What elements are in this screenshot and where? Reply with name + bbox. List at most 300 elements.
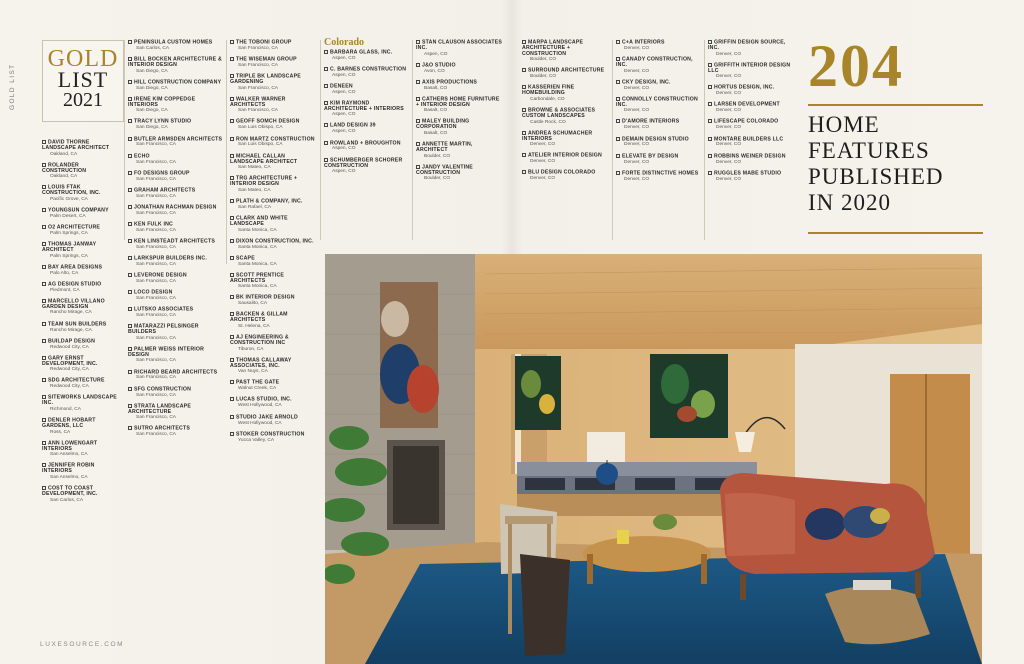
checkbox-icon: [230, 256, 234, 260]
listing-location: Basalt, CO: [424, 85, 448, 91]
listing-location: Castle Rock, CO: [530, 119, 566, 125]
listing-entry: [522, 108, 612, 125]
checkbox-icon: [416, 142, 420, 146]
listing-name-text: IRENE KIM COPPEDGE INTERIORS: [128, 96, 196, 108]
listing-location: San Francisco, CA: [136, 176, 176, 182]
listing-name-text: STUDIO JAKE ARNOLD: [236, 413, 298, 420]
listing-name-text: SCHUMBERGER SCHORER CONSTRUCTION: [324, 156, 403, 169]
listing-location: Denver, CO: [530, 176, 556, 182]
headline-rule-top: [808, 104, 983, 106]
listing-entry: [708, 63, 796, 80]
listing-name-text: HILL CONSTRUCTION COMPANY: [134, 79, 222, 86]
checkbox-icon: [230, 295, 234, 299]
listing-name: [230, 154, 318, 166]
listing-location: San Anselmo, CA: [50, 452, 88, 458]
checkbox-icon: [42, 322, 46, 326]
listing-location: Oakland, CA: [50, 174, 78, 180]
listing-name-text: O2 ARCHITECTURE: [48, 224, 101, 231]
listing-location: San Francisco, CA: [136, 142, 176, 148]
listing-column-7: [616, 40, 702, 188]
checkbox-icon: [708, 154, 712, 158]
listing-entry: [522, 85, 612, 102]
checkbox-icon: [708, 63, 712, 67]
listing-name-text: MICHAEL CALLAN LANDSCAPE ARCHITECT: [230, 152, 298, 165]
listing-entry: [616, 119, 702, 131]
checkbox-icon: [42, 463, 46, 467]
checkbox-icon: [416, 97, 420, 101]
listing-location: Boulder, CO: [424, 153, 451, 159]
listing-location: San Francisco, CA: [238, 85, 278, 91]
listing-location: West Hollywood, CA: [238, 403, 282, 409]
listing-entry: [128, 57, 224, 74]
listing-name-text: TRG ARCHITECTURE + INTERIOR DESIGN: [230, 175, 298, 188]
listing-name-text: AG DESIGN STUDIO: [48, 281, 102, 288]
listing-entry: [616, 97, 702, 114]
listing-name: [42, 441, 118, 453]
listing-name-text: PALMER WEISS INTERIOR DESIGN: [128, 346, 205, 358]
listing-name-text: LIFESCAPE COLORADO: [714, 118, 779, 125]
checkbox-icon: [128, 370, 132, 374]
checkbox-icon: [522, 170, 526, 174]
checkbox-icon: [522, 85, 526, 89]
listing-location: Sausalito, CA: [238, 301, 268, 307]
listing-name-text: BAY AREA DESIGNS: [48, 264, 103, 271]
listing-location: Aspen, CO: [332, 55, 356, 61]
listing-entry: [708, 40, 796, 57]
listing-name-text: THE WISEMAN GROUP: [236, 56, 297, 63]
listing-name-text: THOMAS JANWAY ARCHITECT: [42, 241, 97, 254]
listing-name-text: MARPA LANDSCAPE ARCHITECTURE + CONSTRUCTION: [522, 39, 584, 57]
listing-entry: [324, 123, 410, 135]
listing-entry: [230, 97, 318, 114]
checkbox-icon: [42, 282, 46, 286]
headline-number: 204: [808, 33, 904, 99]
listing-entry: [128, 154, 224, 166]
listing-name-text: AXIS PRODUCTIONS: [422, 79, 478, 86]
listing-location: San Diego, CA: [136, 125, 168, 131]
listing-name: [128, 347, 224, 359]
listing-entry: [522, 170, 612, 182]
listing-entry: [128, 370, 224, 382]
listing-entry: [522, 153, 612, 165]
listing-entry: [230, 432, 318, 444]
checkbox-icon: [128, 205, 132, 209]
checkbox-icon: [230, 137, 234, 141]
listing-column-2: [128, 40, 224, 443]
listing-name-text: MONTARE BUILDERS LLC: [714, 135, 784, 142]
listing-location: Yucca Valley, CA: [238, 437, 275, 443]
listing-location: San Francisco, CA: [238, 45, 278, 51]
listing-name-text: RICHARD BEARD ARCHITECTS: [134, 368, 218, 375]
checkbox-icon: [42, 185, 46, 189]
listing-name: [230, 432, 318, 438]
checkbox-icon: [324, 67, 328, 71]
listing-location: San Francisco, CA: [136, 432, 176, 438]
listing-location: Denver, CO: [624, 68, 650, 74]
listing-entry: [708, 85, 796, 97]
listing-name-text: KASSERIEN FINE HOMEBUILDING: [522, 84, 575, 97]
checkbox-icon: [128, 256, 132, 260]
listing-entry: [230, 295, 318, 307]
listing-location: San Mateo, CA: [238, 165, 271, 171]
listing-name-text: DIXON CONSTRUCTION, INC.: [236, 237, 314, 244]
listing-name-text: DENEEN: [330, 83, 353, 90]
listing-location: Aspen, CO: [332, 112, 356, 118]
checkbox-icon: [230, 432, 234, 436]
listing-entry: [128, 97, 224, 114]
listing-location: Denver, CO: [624, 159, 650, 165]
listing-location: San Luis Obispo, CA: [238, 125, 283, 131]
listing-entry: [708, 119, 796, 131]
listing-entry: [42, 441, 118, 458]
listing-name: [128, 404, 224, 416]
listing-name: [42, 356, 118, 368]
listing-name: [230, 97, 318, 109]
listing-name: [128, 80, 224, 86]
checkbox-icon: [230, 74, 234, 78]
listing-name: [128, 324, 224, 336]
listing-entry: [416, 97, 504, 114]
listing-name: [128, 239, 224, 245]
listing-location: Boulder, CO: [530, 57, 557, 63]
interior-photo: [325, 254, 982, 664]
listing-entry: [522, 131, 612, 148]
listing-location: West Hollywood, CA: [238, 420, 282, 426]
listing-entry: [230, 57, 318, 69]
listing-name-text: COST TO COAST DEVELOPMENT, INC.: [42, 485, 98, 497]
listing-location: Boulder, CO: [530, 74, 557, 80]
listing-name-text: STAN CLAUSON ASSOCIATES INC.: [416, 39, 503, 51]
listing-name-text: LEVERONE DESIGN: [134, 272, 187, 279]
listing-name-text: BROWNE & ASSOCIATES CUSTOM LANDSCAPES: [522, 107, 596, 119]
checkbox-icon: [324, 84, 328, 88]
listing-entry: [324, 141, 410, 153]
checkbox-icon: [324, 123, 328, 127]
checkbox-icon: [128, 80, 132, 84]
listing-location: Oakland, CA: [50, 151, 78, 157]
listing-entry: [230, 74, 318, 91]
listing-name-text: PAST THE GATE: [236, 379, 280, 386]
listing-name-text: LAND DESIGN 39: [330, 122, 376, 129]
listing-name-text: GRIFFITH INTERIOR DESIGN LLC: [708, 62, 791, 74]
listing-name: [128, 97, 224, 109]
listing-name: [42, 185, 118, 197]
checkbox-icon: [230, 415, 234, 419]
listing-name-text: BARBARA GLASS, INC.: [330, 48, 393, 55]
listing-name-text: SURROUND ARCHITECTURE: [528, 67, 605, 74]
listing-location: San Francisco, CA: [136, 358, 176, 364]
checkbox-icon: [128, 426, 132, 430]
listing-name: [230, 312, 318, 324]
listing-entry: [708, 171, 796, 183]
listing-name-text: BK INTERIOR DESIGN: [236, 294, 295, 301]
listing-name: [42, 463, 118, 475]
listing-name-text: DENLER HOBART GARDENS, LLC: [42, 417, 96, 429]
checkbox-icon: [230, 176, 234, 180]
listing-entry: [230, 216, 318, 233]
checkbox-icon: [128, 119, 132, 123]
listing-location: Palm Springs, CA: [50, 253, 88, 259]
checkbox-icon: [416, 40, 420, 44]
listing-location: Aspen, CO: [424, 51, 448, 57]
listing-name-text: ANNETTE MARTIN, ARCHITECT: [416, 141, 473, 154]
checkbox-icon: [42, 225, 46, 229]
headline-line: HOME: [808, 112, 880, 137]
listing-name: [522, 131, 612, 143]
listing-entry: [42, 282, 118, 294]
listing-entry: [416, 142, 504, 159]
listing-entry: [128, 307, 224, 319]
listing-name: [128, 57, 224, 69]
listing-entry: [522, 68, 612, 80]
logo-word-list: LIST: [57, 67, 109, 92]
listing-location: San Carlos, CA: [136, 45, 170, 51]
listing-location: San Francisco, CA: [136, 159, 176, 165]
listing-name-text: ROWLAND + BROUGHTON: [330, 139, 401, 146]
checkbox-icon: [128, 347, 132, 351]
checkbox-icon: [128, 97, 132, 101]
checkbox-icon: [128, 188, 132, 192]
listing-name-text: GRIFFIN DESIGN SOURCE, INC.: [708, 39, 786, 51]
listing-location: Redwood City, CA: [50, 384, 89, 390]
listing-entry: [230, 335, 318, 352]
listing-entry: [616, 57, 702, 74]
listing-name: [230, 74, 318, 86]
listing-name: [416, 119, 504, 131]
listing-location: San Francisco, CA: [136, 415, 176, 421]
listing-location: Denver, CO: [716, 176, 742, 182]
listing-name-text: CANADY CONSTRUCTION, INC.: [616, 56, 693, 69]
checkbox-icon: [230, 380, 234, 384]
checkbox-icon: [616, 80, 620, 84]
listing-location: Piedmont, CA: [50, 287, 80, 293]
listing-column-1: [42, 140, 118, 509]
listing-name-text: CLARK AND WHITE LANDSCAPE: [230, 215, 288, 227]
listing-entry: [128, 426, 224, 438]
listing-location: Palo Alto, CA: [50, 270, 79, 276]
listing-entry: [128, 80, 224, 92]
checkbox-icon: [416, 119, 420, 123]
listing-entry: [42, 463, 118, 480]
checkbox-icon: [42, 299, 46, 303]
listing-entry: [128, 188, 224, 200]
checkbox-icon: [230, 199, 234, 203]
listing-location: Denver, CO: [530, 142, 556, 148]
checkbox-icon: [616, 97, 620, 101]
listing-entry: [416, 40, 504, 57]
checkbox-icon: [522, 153, 526, 157]
checkbox-icon: [128, 290, 132, 294]
headline-line: IN 2020: [808, 190, 892, 215]
listing-name: [416, 165, 504, 177]
checkbox-icon: [42, 486, 46, 490]
listing-name-text: GEOFF SOMCH DESIGN: [236, 118, 300, 125]
listing-location: Denver, CO: [624, 142, 650, 148]
listing-entry: [128, 239, 224, 251]
listing-entry: [42, 356, 118, 373]
listing-entry: [128, 347, 224, 364]
listing-name-text: SUTRO ARCHITECTS: [134, 425, 191, 432]
listing-name-text: GRAHAM ARCHITECTS: [134, 187, 196, 194]
listing-name-text: SDG ARCHITECTURE: [48, 377, 105, 384]
checkbox-icon: [42, 140, 46, 144]
listing-location: Avon, CO: [424, 68, 445, 74]
listing-location: San Carlos, CA: [50, 497, 84, 503]
listing-name: [42, 163, 118, 175]
listing-name-text: BLU DESIGN COLORADO: [528, 169, 596, 176]
listing-entry: [324, 50, 410, 62]
listing-location: Richmond, CA: [50, 406, 81, 412]
column-divider: [412, 40, 413, 240]
checkbox-icon: [416, 80, 420, 84]
checkbox-icon: [230, 57, 234, 61]
listing-name-text: SITEWORKS LANDSCAPE INC.: [42, 394, 117, 407]
listing-name-text: LOUIS FTAK CONSTRUCTION, INC.: [42, 184, 101, 197]
listing-name-text: FO DESIGNS GROUP: [134, 170, 190, 176]
listing-entry: [522, 40, 612, 63]
listing-name-text: YOUNGSUN COMPANY: [48, 207, 109, 214]
listing-entry: [128, 290, 224, 302]
checkbox-icon: [42, 242, 46, 246]
listing-location: Ross, CA: [50, 429, 71, 435]
listing-entry: [616, 40, 702, 52]
listing-name-text: HORTUS DESIGN, INC.: [714, 84, 775, 91]
listing-column-6: [522, 40, 612, 187]
listing-name-text: THE TOBONI GROUP: [236, 39, 292, 46]
listing-entry: [128, 205, 224, 217]
listing-location: San Diego, CA: [136, 68, 168, 74]
checkbox-icon: [230, 40, 234, 44]
checkbox-icon: [230, 358, 234, 362]
listing-name: [42, 395, 118, 407]
living-room-illustration: [325, 254, 982, 664]
listing-location: San Francisco, CA: [136, 335, 176, 341]
checkbox-icon: [416, 165, 420, 169]
listing-location: Aspen, CO: [332, 89, 356, 95]
listing-location: San Francisco, CA: [238, 63, 278, 69]
listing-name: [42, 486, 118, 498]
logo-year: 2021: [63, 89, 103, 111]
checkbox-icon: [616, 137, 620, 141]
checkbox-icon: [522, 68, 526, 72]
listing-entry: [128, 222, 224, 234]
listing-entry: [616, 137, 702, 149]
listing-entry: [230, 176, 318, 193]
listing-name-text: ECHO: [134, 152, 150, 159]
listing-name: [230, 176, 318, 188]
listing-name: [42, 299, 118, 311]
listing-name-text: MALEY BUILDING CORPORATION: [416, 118, 470, 131]
listing-name-text: FORTE DISTINCTIVE HOMES: [622, 170, 699, 176]
listing-name: [708, 40, 796, 52]
listing-location: San Francisco, CA: [136, 210, 176, 216]
headline-rule-bottom: [808, 232, 983, 234]
column-divider: [124, 40, 125, 240]
listing-entry: [324, 158, 410, 175]
listing-name-text: AJ ENGINEERING & CONSTRUCTION INC: [230, 334, 289, 347]
listing-name: [324, 67, 410, 73]
checkbox-icon: [42, 339, 46, 343]
listing-name-text: TEAM SUN BUILDERS: [48, 320, 107, 327]
listing-location: Tiburon, CA: [238, 346, 264, 352]
listing-location: Boulder, CO: [424, 176, 451, 182]
checkbox-icon: [708, 85, 712, 89]
listing-name-text: PLATH & COMPANY, INC.: [236, 198, 303, 205]
checkbox-icon: [128, 57, 132, 61]
listing-location: Palm Springs, CA: [50, 231, 88, 236]
listing-name-text: SFG CONSTRUCTION: [134, 385, 192, 392]
listing-location: Basalt, CO: [424, 131, 448, 136]
listing-name-text: C. BARNES CONSTRUCTION: [330, 66, 407, 73]
listing-name-text: LUCAS STUDIO, INC.: [236, 396, 292, 403]
listing-entry: [230, 380, 318, 392]
listing-entry: [42, 163, 118, 180]
checkbox-icon: [324, 101, 328, 105]
listing-name-text: ANN LOWENGART INTERIORS: [42, 440, 98, 452]
listing-name-text: BILL BOCKEN ARCHITECTURE & INTERIOR DESIGN: [128, 56, 222, 69]
checkbox-icon: [708, 40, 712, 44]
checkbox-icon: [42, 395, 46, 399]
listing-entry: [416, 80, 504, 92]
listing-entry: [42, 265, 118, 277]
listing-name-text: ELEVATE BY DESIGN: [622, 152, 679, 159]
listing-location: San Francisco, CA: [136, 375, 176, 381]
listing-name-text: LUTSKO ASSOCIATES: [134, 306, 194, 313]
checkbox-icon: [230, 97, 234, 101]
checkbox-icon: [42, 265, 46, 269]
checkbox-icon: [230, 216, 234, 220]
listing-entry: [616, 154, 702, 166]
listing-name-text: MATARAZZI PELSINGER BUILDERS: [128, 323, 199, 336]
listing-location: Santa Monica, CA: [238, 227, 277, 233]
listing-name-text: D'AMORE INTERIORS: [622, 118, 680, 125]
listing-location: Denver, CO: [716, 142, 742, 148]
listing-name-text: SCOTT PRENTICE ARCHITECTS: [230, 272, 285, 284]
checkbox-icon: [42, 163, 46, 167]
listing-name: [616, 57, 702, 69]
listing-entry: [42, 418, 118, 435]
listing-location: San Francisco, CA: [136, 296, 176, 302]
listing-name-text: LARKSPUR BUILDERS INC.: [134, 255, 207, 262]
checkbox-icon: [42, 356, 46, 360]
checkbox-icon: [708, 137, 712, 141]
listing-name: [324, 158, 410, 170]
listing-location: Denver, CO: [716, 91, 742, 97]
listing-location: San Diego, CA: [136, 108, 168, 114]
listing-location: Redwood City, CA: [50, 367, 89, 373]
listing-entry: [230, 199, 318, 211]
listing-entry: [128, 171, 224, 183]
listing-name: [616, 97, 702, 109]
listing-location: San Francisco, CA: [136, 227, 176, 233]
listing-entry: [416, 119, 504, 136]
listing-name: [708, 63, 796, 75]
checkbox-icon: [42, 378, 46, 382]
listing-location: Santa Monica, CA: [238, 261, 277, 267]
checkbox-icon: [42, 441, 46, 445]
listing-location: Denver, CO: [624, 176, 650, 182]
listing-location: San Francisco, CA: [136, 261, 176, 267]
side-label: GOLD LIST: [9, 63, 16, 110]
listing-column-4: [324, 37, 410, 180]
column-divider: [612, 40, 613, 240]
checkbox-icon: [128, 171, 132, 175]
listing-name: [230, 273, 318, 285]
checkbox-icon: [230, 154, 234, 158]
listing-entry: [324, 67, 410, 79]
checkbox-icon: [230, 119, 234, 123]
listing-entry: [128, 137, 224, 149]
